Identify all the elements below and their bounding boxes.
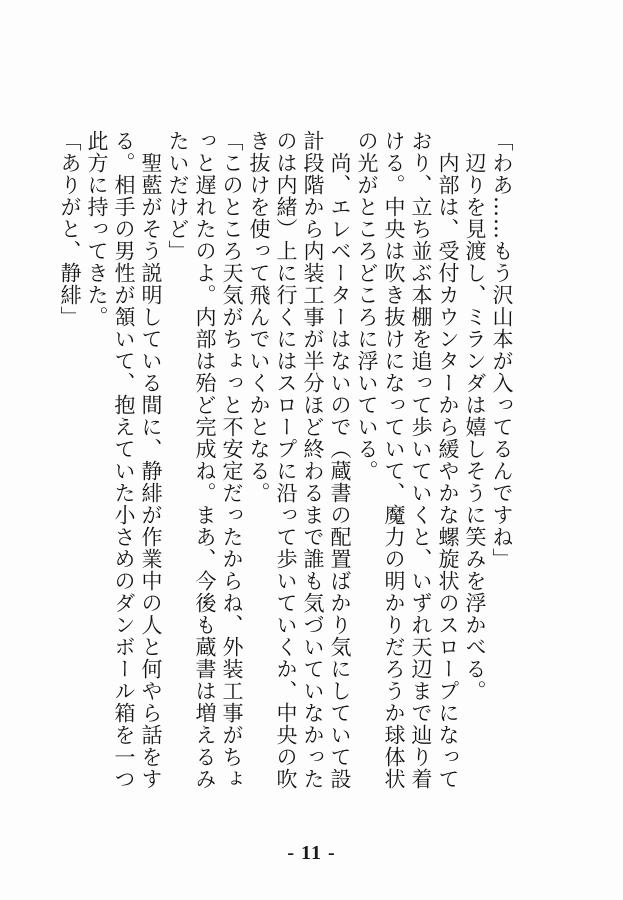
text-line: 「わあ……もう沢山本が入ってるんですね」 [490,130,514,570]
text-line: 聖藍がそう説明している間に、静緋が作業中の人と何やら話をす [139,130,163,790]
text-line: っと遅れたのよ。内部は殆ど完成ね。まあ、今後も蔵書は増えるみ [193,130,217,790]
text-line: ける。中央は吹き抜けになっていて、魔力の明かりだろうか球体状 [382,130,406,790]
text-line: き抜けを使って飛んでいくかとなる。 [247,130,271,504]
text-line: 内部は、受付カウンターから緩やかな螺旋状のスロープになって [436,130,460,790]
text-line: たいだけど」 [166,130,190,262]
text-line: 此方に持ってきた。 [85,130,109,328]
text-line: 「ありがと、静緋」 [58,130,82,328]
text-line: おり、立ち並ぶ本棚を追って歩いていくと、いずれ天辺まで辿り着 [409,130,433,790]
text-line: のは内緒）上に行くにはスロープに沿って歩いていくか、中央の吹 [274,130,298,790]
text-line: る。相手の男性が頷いて、抱えていた小さめのダンボール箱を一つ [112,130,136,790]
text-line: 辺りを見渡し、ミランダは嬉しそうに笑みを浮かべる。 [463,130,487,702]
text-line: 「このところ天気がちょっと不安定だったからね、外装工事がちょ [220,130,244,790]
page-number: - 11 - [287,842,336,864]
text-line: 計段階から内装工事が半分ほど終わるまで誰も気づいていなかった [301,130,325,790]
text-line: 尚、エレベーターはないので（蔵書の配置ばかり気にしていて設 [328,130,352,790]
vertical-text-body [56,130,515,790]
text-line: の光がところどころに浮いている。 [355,130,379,482]
